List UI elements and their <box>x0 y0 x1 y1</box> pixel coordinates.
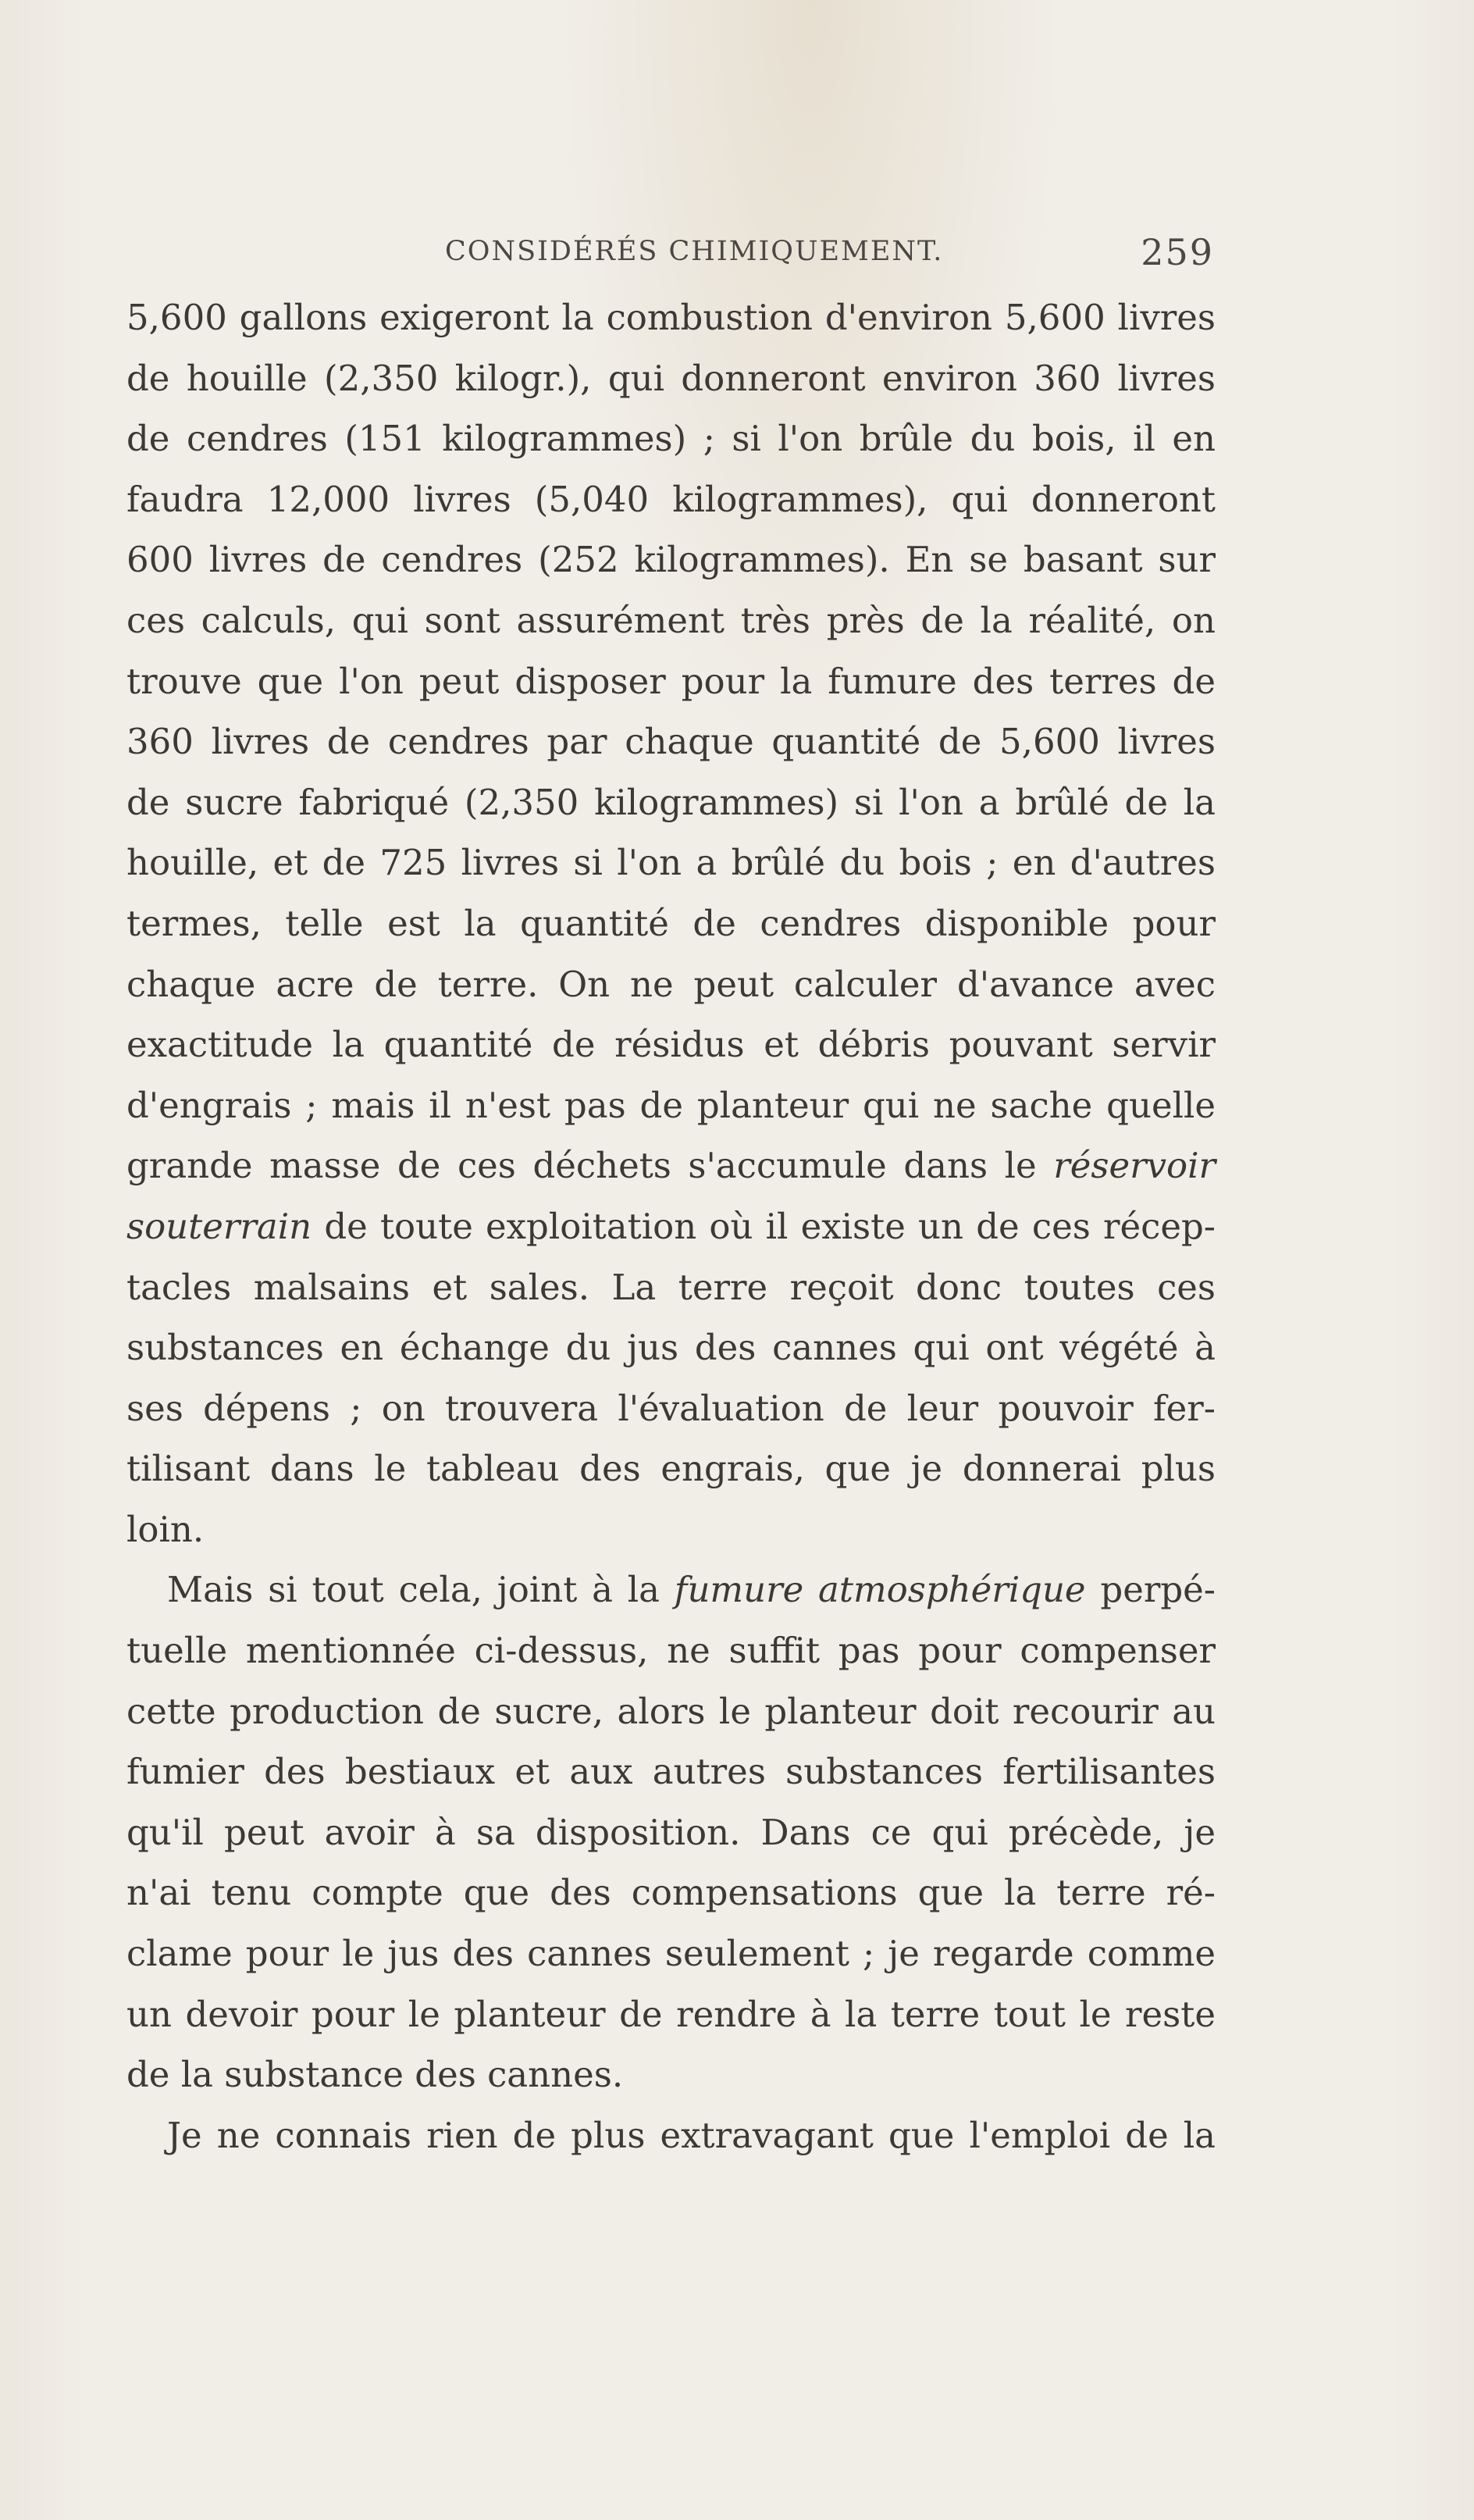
text-line: tuelle mentionnée ci-dessus, ne suffit pas pour compenser <box>126 1630 1216 1672</box>
text-line: clame pour le jus des cannes seulement ; je regarde comme <box>126 1933 1216 1975</box>
text-line: fumier des bestiaux et aux autres substances fertilisantes <box>126 1751 1216 1793</box>
text-line: chaque acre de terre. On ne peut calculer d'avance avec <box>126 963 1216 1005</box>
text-line: trouve que l'on peut disposer pour la fumure des terres de <box>126 660 1216 702</box>
text-segment: grande masse de ces déchets s'accumule dans le <box>126 1145 1037 1187</box>
text-line: cette production de sucre, alors le planteur doit recourir au <box>126 1690 1216 1732</box>
text-line: de houille (2,350 kilogr.), qui donneront environ 360 livres <box>126 357 1216 399</box>
text-line: termes, telle est la quantité de cendres disponible pour <box>126 902 1216 944</box>
text-line: de cendres (151 kilogrammes) ; si l'on brûle du bois, il en <box>126 418 1216 460</box>
text-line <box>126 1559 1216 1620</box>
text-line: substances en échange du jus des cannes qui ont végété à <box>126 1327 1216 1369</box>
text-segment: de toute exploitation où il existe un de ces récep- <box>324 1205 1216 1247</box>
italic-text: souterrain <box>126 1205 312 1247</box>
text-line <box>126 1196 1216 1257</box>
body-text <box>126 287 1216 2165</box>
italic-text: fumure atmosphérique <box>674 1569 1086 1611</box>
text-line <box>126 1135 1216 1196</box>
text-segment: Mais si tout cela, joint à la <box>167 1569 660 1611</box>
running-title: CONSIDÉRÉS CHIMIQUEMENT. <box>445 236 944 267</box>
italic-text: réservoir <box>1053 1145 1216 1187</box>
text-line: qu'il peut avoir à sa disposition. Dans ce qui précède, je <box>126 1811 1216 1853</box>
text-line: ses dépens ; on trouvera l'évaluation de leur pouvoir fer- <box>126 1387 1216 1429</box>
paragraph <box>126 2105 1216 2166</box>
text-line: ces calculs, qui sont assurément très près de la réalité, on <box>126 599 1216 641</box>
text-line: 600 livres de cendres (252 kilogrammes). En se basant sur <box>126 539 1216 581</box>
text-line: loin. <box>126 1508 205 1550</box>
text-line: un devoir pour le planteur de rendre à la terre tout le reste <box>126 1993 1216 2035</box>
text-line: exactitude la quantité de résidus et débris pouvant servir <box>126 1024 1216 1066</box>
paragraph <box>126 1559 1216 2105</box>
text-line: d'engrais ; mais il n'est pas de planteur qui ne sache quelle <box>126 1084 1216 1126</box>
text-line: faudra 12,000 livres (5,040 kilogrammes), qui donneront <box>126 478 1216 520</box>
text-line: de la substance des cannes. <box>126 2054 624 2096</box>
text-line: 360 livres de cendres par chaque quantité de 5,600 livres <box>126 721 1216 763</box>
running-head <box>429 231 1214 278</box>
text-line: tilisant dans le tableau des engrais, que je donnerai plus <box>126 1448 1216 1490</box>
paragraph <box>126 287 1216 1559</box>
text-line: Je ne connais rien de plus extravagant que l'emploi de la <box>167 2114 1216 2156</box>
text-line: n'ai tenu compte que des compensations que la terre ré- <box>126 1872 1216 1914</box>
text-segment: perpé- <box>1100 1569 1216 1611</box>
text-line: 5,600 gallons exigeront la combustion d'environ 5,600 livres <box>126 297 1216 338</box>
text-line: houille, et de 725 livres si l'on a brûlé du bois ; en d'autres <box>126 842 1216 884</box>
page-number: 259 <box>1141 231 1214 273</box>
text-line: tacles malsains et sales. La terre reçoit donc toutes ces <box>126 1266 1216 1308</box>
text-line: de sucre fabriqué (2,350 kilogrammes) si l'on a brûlé de la <box>126 781 1216 823</box>
